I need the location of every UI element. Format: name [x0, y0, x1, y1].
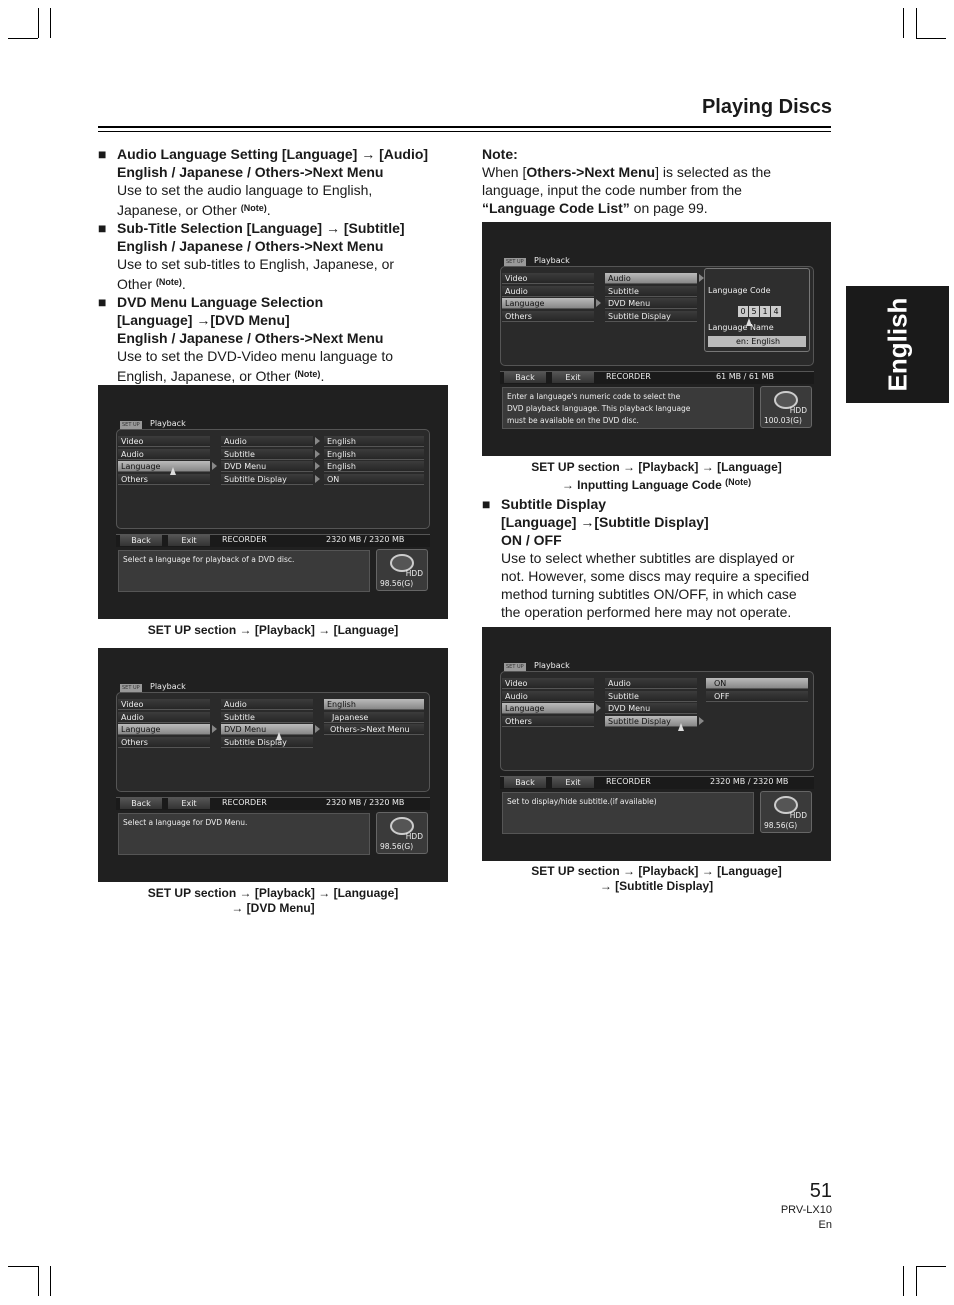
- crop-mark: [50, 8, 51, 38]
- exit-button[interactable]: Exit: [552, 372, 594, 383]
- code-digit[interactable]: 1: [760, 306, 770, 317]
- hdd-status: HDD 98.56(G): [376, 812, 428, 854]
- setup-chip: SET UP: [506, 664, 524, 670]
- caption-screen-2: SET UP section → [Playback] → [Language] → [DVD Menu]: [147, 886, 399, 915]
- left-column-text: [98, 145, 448, 385]
- crop-mark: [8, 38, 38, 39]
- screenshot-language-code: SET UP Playback Video Audio Language Others Audio Subtitle DVD Menu Subtitle Display Language Code 0 5 1 4 Language Name en: English Back Exit RECORDER 61 MB / 61 MB Enter a language's numeric code to select the DVD playback language. This playback language must be available on the DVD disc. HDD 100.03(G): [482, 222, 831, 456]
- exit-button[interactable]: Exit: [552, 777, 594, 788]
- screenshot-language-menu: SET UP Playback Video Audio Language Others Audio Subtitle DVD Menu Subtitle Display English English English ON Back Exit RECORDER 2320 MB / 2320 MB Select a language for playback of a DVD disc. HDD 98.56(G): [98, 385, 448, 619]
- bullet-subtitle-display: ■ Subtitle Display [Language] →[Subtitle Display] ON / OFF Use to select whether subtitles are displayed or not. However, some discs may require a specified method turning subtitles ON/OFF, in which case the operation performed here may not operate.: [482, 496, 810, 620]
- screenshot-subtitle-display: SET UP Playback Video Audio Language Others Audio Subtitle DVD Menu Subtitle Display ON OFF Back Exit RECORDER 2320 MB / 2320 MB Set to display/hide subtitle.(if available) HDD 98.56(G): [482, 627, 831, 861]
- crop-mark: [50, 1266, 51, 1296]
- hdd-status: HDD 100.03(G): [760, 386, 812, 428]
- setup-chip: SET UP: [122, 685, 140, 691]
- crop-mark: [8, 1266, 38, 1267]
- crop-mark: [38, 1266, 39, 1296]
- back-button[interactable]: Back: [504, 777, 546, 788]
- exit-button[interactable]: Exit: [168, 798, 210, 809]
- bullet-audio-language: ■ Audio Language Setting [Language] → [Audio] English / Japanese / Others->Next Menu Use to set the audio language to English, Japanese, or Other $^{(Note)}$.: [98, 146, 429, 218]
- screenshot-dvd-menu: SET UP Playback Video Audio Language Others Audio Subtitle DVD Menu Subtitle Display English Japanese Others->Next Menu Back Exit RECORDER 2320 MB / 2320 MB Select a language for DVD Menu. HDD 98.56(G): [98, 648, 448, 882]
- setup-chip: SET UP: [506, 259, 524, 265]
- header-rule: [98, 131, 831, 132]
- code-digit[interactable]: 5: [749, 306, 759, 317]
- code-digit[interactable]: 4: [771, 306, 781, 317]
- exit-button[interactable]: Exit: [168, 535, 210, 546]
- back-button[interactable]: Back: [120, 798, 162, 809]
- crop-mark: [903, 1266, 904, 1296]
- crop-mark: [916, 38, 946, 39]
- caption-screen-1: SET UP section → [Playback] → [Language]: [147, 623, 399, 637]
- bullet-subtitle-selection: ■ Sub-Title Selection [Language] → [Subtitle] English / Japanese / Others->Next Menu Use to set sub-titles to English, Japanese, or Other $^{(Note)}$.: [98, 220, 405, 292]
- hdd-status: HDD 98.56(G): [760, 791, 812, 833]
- note-text: Note: When [Others->Next Menu] is selected as the language, input the code number from the “Language Code List” on page 99.: [482, 146, 772, 216]
- crop-mark: [916, 8, 917, 38]
- pointer-cursor: [170, 467, 176, 475]
- page-number: 51: [809, 1180, 832, 1202]
- language-code: En: [818, 1219, 832, 1231]
- language-side-tab: English: [846, 286, 949, 403]
- pointer-cursor: [678, 723, 684, 731]
- model-number: PRV-LX10: [780, 1204, 832, 1216]
- back-button[interactable]: Back: [504, 372, 546, 383]
- crop-mark: [38, 8, 39, 38]
- caption-screen-4: SET UP section → [Playback] → [Language] → [Subtitle Display]: [531, 864, 782, 893]
- setup-chip: SET UP: [122, 422, 140, 428]
- code-digit[interactable]: 0: [738, 306, 748, 317]
- hdd-status: HDD 98.56(G): [376, 549, 428, 591]
- caption-screen-3: SET UP section → [Playback] → [Language] → Inputting Language Code $^{(Note)}$: [531, 460, 782, 492]
- bullet-dvd-menu-language: ■ DVD Menu Language Selection [Language] →[DVD Menu] English / Japanese / Others->Next Menu Use to set the DVD-Video menu language to English, Japanese, or Other $^{(Note)}$.: [98, 294, 394, 384]
- section-title: Playing Discs: [701, 96, 832, 118]
- crop-mark: [916, 1266, 946, 1267]
- crop-mark: [916, 1266, 917, 1296]
- crop-mark: [903, 8, 904, 38]
- header-rule: [98, 126, 831, 128]
- back-button[interactable]: Back: [120, 535, 162, 546]
- pointer-cursor: [276, 732, 282, 740]
